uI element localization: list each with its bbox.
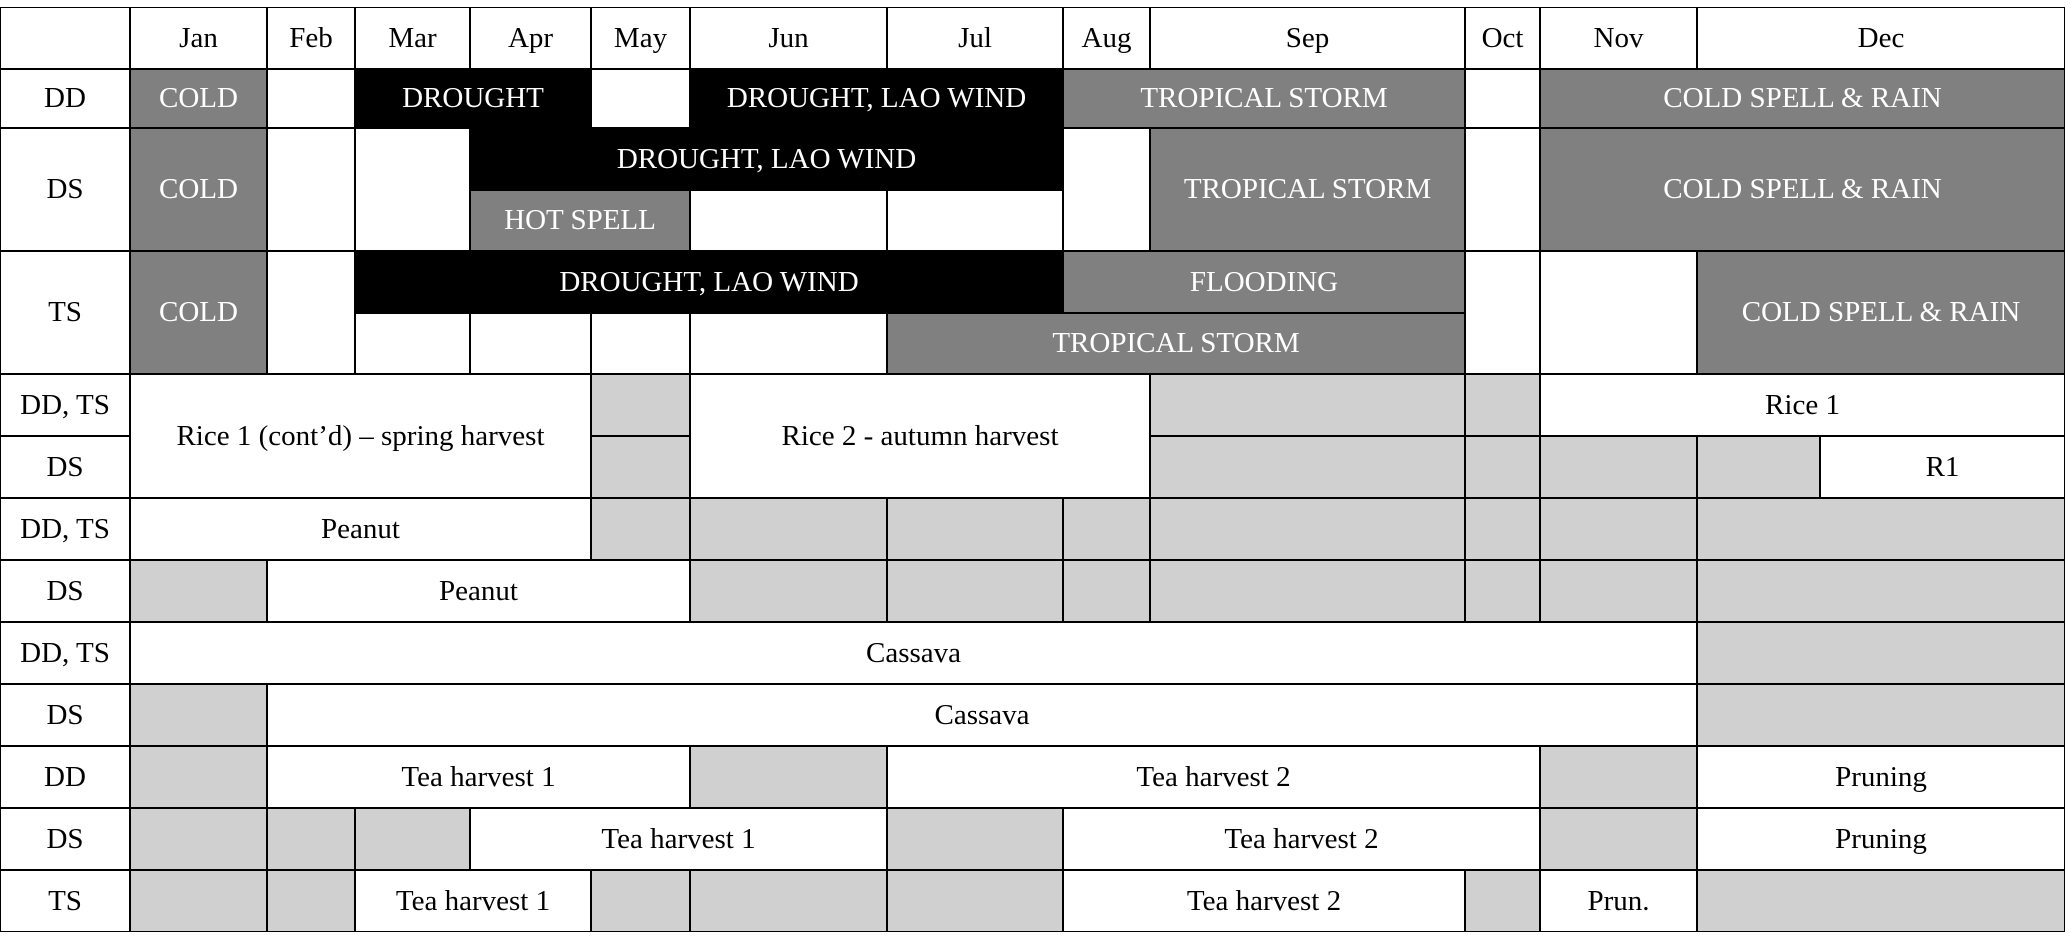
calendar-cell-rice-1-cont-d-spring-harvest	[130, 374, 591, 498]
calendar-cell-blank	[355, 313, 470, 374]
calendar-cell-gap	[887, 808, 1063, 870]
calendar-cell-cold-spell-rain-label: COLD SPELL & RAIN	[1663, 82, 1942, 114]
calendar-cell-gap	[690, 498, 887, 560]
row-label-label: DD, TS	[20, 388, 110, 421]
calendar-cell-gap	[1540, 746, 1697, 808]
month-header-dec	[1697, 7, 2065, 69]
calendar-cell-gap	[130, 870, 267, 932]
month-header-jul	[887, 7, 1063, 69]
calendar-cell-drought-lao-wind	[470, 128, 1063, 190]
row-label-label: DS	[46, 450, 84, 483]
calendar-cell-gap	[130, 560, 267, 622]
calendar-cell-gap	[355, 808, 470, 870]
calendar-cell-hot-spell	[470, 190, 690, 251]
calendar-cell-gap	[1540, 560, 1697, 622]
calendar-cell-pruning-label: Pruning	[1835, 822, 1927, 855]
calendar-cell-gap	[1697, 560, 2065, 622]
month-header-jun-label: Jun	[768, 21, 809, 54]
calendar-cell-flooding	[1063, 251, 1465, 313]
calendar-cell-gap	[1697, 684, 2065, 746]
calendar-cell-prun-label: Prun.	[1587, 884, 1650, 917]
row-label	[0, 374, 130, 436]
calendar-cell-drought-lao-wind	[355, 251, 1063, 313]
calendar-cell-gap	[887, 870, 1063, 932]
calendar-cell-prun	[1540, 870, 1697, 932]
calendar-cell-tea-harvest-2-label: Tea harvest 2	[1224, 822, 1379, 855]
calendar-cell-peanut	[130, 498, 591, 560]
month-header-sep	[1150, 7, 1465, 69]
row-label	[0, 808, 130, 870]
calendar-cell-gap	[1150, 436, 1465, 498]
calendar-cell-tropical-storm-label: TROPICAL STORM	[1052, 327, 1300, 359]
calendar-cell-tea-harvest-2	[887, 746, 1540, 808]
calendar-cell-cassava-label: Cassava	[934, 698, 1030, 731]
calendar-cell-blank	[267, 251, 355, 374]
month-header-mar	[355, 7, 470, 69]
calendar-cell-blank	[267, 69, 355, 128]
calendar-cell-blank	[1063, 128, 1150, 251]
calendar-cell-gap	[1697, 870, 2065, 932]
calendar-cell-gap	[1063, 498, 1150, 560]
calendar-cell-blank	[690, 190, 887, 251]
calendar-cell-blank	[470, 313, 591, 374]
calendar-cell-cold	[130, 128, 267, 251]
calendar-cell-blank	[887, 190, 1063, 251]
month-header-may	[591, 7, 690, 69]
calendar-cell-drought-lao-wind-label: DROUGHT, LAO WIND	[559, 265, 859, 298]
calendar-cell-rice-1-label: Rice 1	[1765, 388, 1840, 421]
month-header-apr	[470, 7, 591, 69]
calendar-cell-pruning-label: Pruning	[1835, 760, 1927, 793]
calendar-cell-gap	[690, 560, 887, 622]
calendar-cell-gap	[1540, 498, 1697, 560]
calendar-cell-cold-spell-rain	[1697, 251, 2065, 374]
calendar-cell-gap	[1465, 498, 1540, 560]
calendar-cell-gap	[1540, 436, 1697, 498]
calendar-cell-blank	[267, 128, 355, 251]
calendar-cell-gap	[1465, 436, 1540, 498]
calendar-cell-cold-label: COLD	[159, 173, 238, 205]
calendar-cell-cold-spell-rain	[1540, 69, 2065, 128]
row-label	[0, 128, 130, 251]
calendar-cell-tea-harvest-2	[1063, 808, 1540, 870]
calendar-cell-pruning	[1697, 746, 2065, 808]
calendar-cell-hot-spell-label: HOT SPELL	[504, 204, 656, 236]
row-label-label: DS	[46, 698, 84, 731]
calendar-cell-r1-label: R1	[1925, 450, 1960, 483]
calendar-cell-drought-lao-wind-label: DROUGHT, LAO WIND	[616, 142, 917, 175]
row-label	[0, 622, 130, 684]
calendar-cell-gap	[1150, 498, 1465, 560]
month-header-may-label: May	[613, 21, 668, 54]
calendar-cell-gap	[130, 808, 267, 870]
month-header-jun	[690, 7, 887, 69]
calendar-cell-gap	[1150, 560, 1465, 622]
calendar-cell-blank	[690, 313, 887, 374]
row-label	[0, 251, 130, 374]
calendar-cell-gap	[1540, 808, 1697, 870]
month-header-jul-label: Jul	[958, 21, 992, 54]
calendar-cell-tropical-storm-label: TROPICAL STORM	[1140, 82, 1388, 114]
calendar-cell-cold-spell-rain-label: COLD SPELL & RAIN	[1741, 296, 2021, 328]
row-label-label: TS	[48, 884, 82, 917]
calendar-cell-tea-harvest-1	[267, 746, 690, 808]
calendar-cell-gap	[1063, 560, 1150, 622]
calendar-cell-pruning	[1697, 808, 2065, 870]
row-label	[0, 69, 130, 128]
calendar-cell-gap	[130, 684, 267, 746]
calendar-cell-gap	[690, 746, 887, 808]
calendar-cell-gap	[130, 746, 267, 808]
calendar-cell-rice-1-cont-d-spring-harvest-label: Rice 1 (cont’d) – spring harvest	[176, 419, 545, 452]
calendar-cell-gap	[1465, 560, 1540, 622]
calendar-cell-gap	[1465, 870, 1540, 932]
calendar-cell-blank	[1465, 69, 1540, 128]
month-header-jan-label: Jan	[179, 21, 218, 54]
calendar-cell-cold-spell-rain-label: COLD SPELL & RAIN	[1663, 173, 1942, 205]
calendar-cell-peanut-label: Peanut	[321, 512, 400, 545]
month-header-feb	[267, 7, 355, 69]
row-label	[0, 684, 130, 746]
calendar-cell-rice-2-autumn-harvest-label: Rice 2 - autumn harvest	[781, 419, 1059, 452]
calendar-cell-blank	[1465, 128, 1540, 251]
calendar-cell-gap	[887, 498, 1063, 560]
calendar-cell-gap	[267, 870, 355, 932]
calendar-cell-gap	[1150, 374, 1465, 436]
calendar-cell-blank	[591, 313, 690, 374]
calendar-cell-rice-1	[1540, 374, 2065, 436]
row-label	[0, 436, 130, 498]
row-label-label: DD, TS	[20, 512, 110, 545]
row-label	[0, 498, 130, 560]
calendar-cell-tea-harvest-1-label: Tea harvest 1	[395, 884, 551, 917]
month-header-oct	[1465, 7, 1540, 69]
calendar-cell-cassava	[130, 622, 1697, 684]
calendar-cell-gap	[1697, 622, 2065, 684]
month-header-feb-label: Feb	[289, 21, 333, 54]
month-header-aug-label: Aug	[1081, 21, 1132, 54]
row-label-label: DS	[46, 822, 84, 855]
calendar-cell-peanut-label: Peanut	[439, 574, 518, 607]
month-header-nov-label: Nov	[1593, 21, 1644, 54]
calendar-cell-cassava	[267, 684, 1697, 746]
calendar-cell-tea-harvest-1	[355, 870, 591, 932]
row-label-label: DS	[46, 574, 84, 607]
calendar-cell-tropical-storm	[1150, 128, 1465, 251]
calendar-cell-tea-harvest-2	[1063, 870, 1465, 932]
calendar-cell-drought	[355, 69, 591, 128]
calendar-cell-cold-spell-rain	[1540, 128, 2065, 251]
month-header-oct-label: Oct	[1481, 21, 1524, 54]
row-label-label: DD, TS	[20, 636, 110, 669]
row-label	[0, 746, 130, 808]
calendar-cell-gap	[591, 436, 690, 498]
calendar-cell-gap	[267, 808, 355, 870]
month-header-aug	[1063, 7, 1150, 69]
calendar-cell-tropical-storm	[1063, 69, 1465, 128]
month-header-mar-label: Mar	[388, 21, 437, 54]
calendar-cell-blank	[1540, 251, 1697, 374]
row-label-label: DD	[44, 82, 86, 114]
calendar-cell-rice-2-autumn-harvest	[690, 374, 1150, 498]
month-header-dec-label: Dec	[1857, 21, 1905, 54]
corner-header-cell	[0, 7, 130, 69]
calendar-cell-gap	[591, 374, 690, 436]
calendar-cell-peanut	[267, 560, 690, 622]
calendar-cell-tea-harvest-1-label: Tea harvest 1	[401, 760, 556, 793]
calendar-cell-gap	[690, 870, 887, 932]
calendar-cell-r1	[1820, 436, 2065, 498]
calendar-cell-cold	[130, 251, 267, 374]
calendar-cell-gap	[1697, 498, 2065, 560]
calendar-cell-flooding-label: FLOODING	[1189, 265, 1339, 298]
calendar-cell-tropical-storm	[887, 313, 1465, 374]
calendar-cell-cassava-label: Cassava	[865, 636, 962, 669]
calendar-cell-tea-harvest-1-label: Tea harvest 1	[601, 822, 756, 855]
calendar-cell-drought-label: DROUGHT	[402, 82, 544, 114]
calendar-cell-gap	[1465, 374, 1540, 436]
month-header-apr-label: Apr	[507, 21, 554, 54]
month-header-sep-label: Sep	[1285, 21, 1330, 54]
row-label	[0, 560, 130, 622]
calendar-cell-drought-lao-wind-label: DROUGHT, LAO WIND	[726, 82, 1027, 114]
calendar-cell-tea-harvest-2-label: Tea harvest 2	[1186, 884, 1342, 917]
calendar-cell-cold-label: COLD	[159, 296, 238, 328]
calendar-cell-gap	[1697, 436, 1820, 498]
row-label-label: TS	[48, 296, 82, 328]
calendar-cell-gap	[591, 870, 690, 932]
calendar-cell-drought-lao-wind	[690, 69, 1063, 128]
row-label-label: DD	[44, 760, 86, 793]
calendar-cell-tropical-storm-label: TROPICAL STORM	[1183, 173, 1432, 205]
calendar-cell-gap	[591, 498, 690, 560]
calendar-cell-tea-harvest-2-label: Tea harvest 2	[1136, 760, 1291, 793]
month-header-nov	[1540, 7, 1697, 69]
calendar-cell-blank	[1465, 251, 1540, 374]
row-label	[0, 870, 130, 932]
calendar-cell-cold	[130, 69, 267, 128]
row-label-label: DS	[46, 173, 84, 205]
calendar-cell-blank	[355, 128, 470, 251]
calendar-cell-cold-label: COLD	[159, 82, 238, 114]
calendar-cell-gap	[887, 560, 1063, 622]
calendar-cell-tea-harvest-1	[470, 808, 887, 870]
month-header-jan	[130, 7, 267, 69]
calendar-cell-blank	[591, 69, 690, 128]
